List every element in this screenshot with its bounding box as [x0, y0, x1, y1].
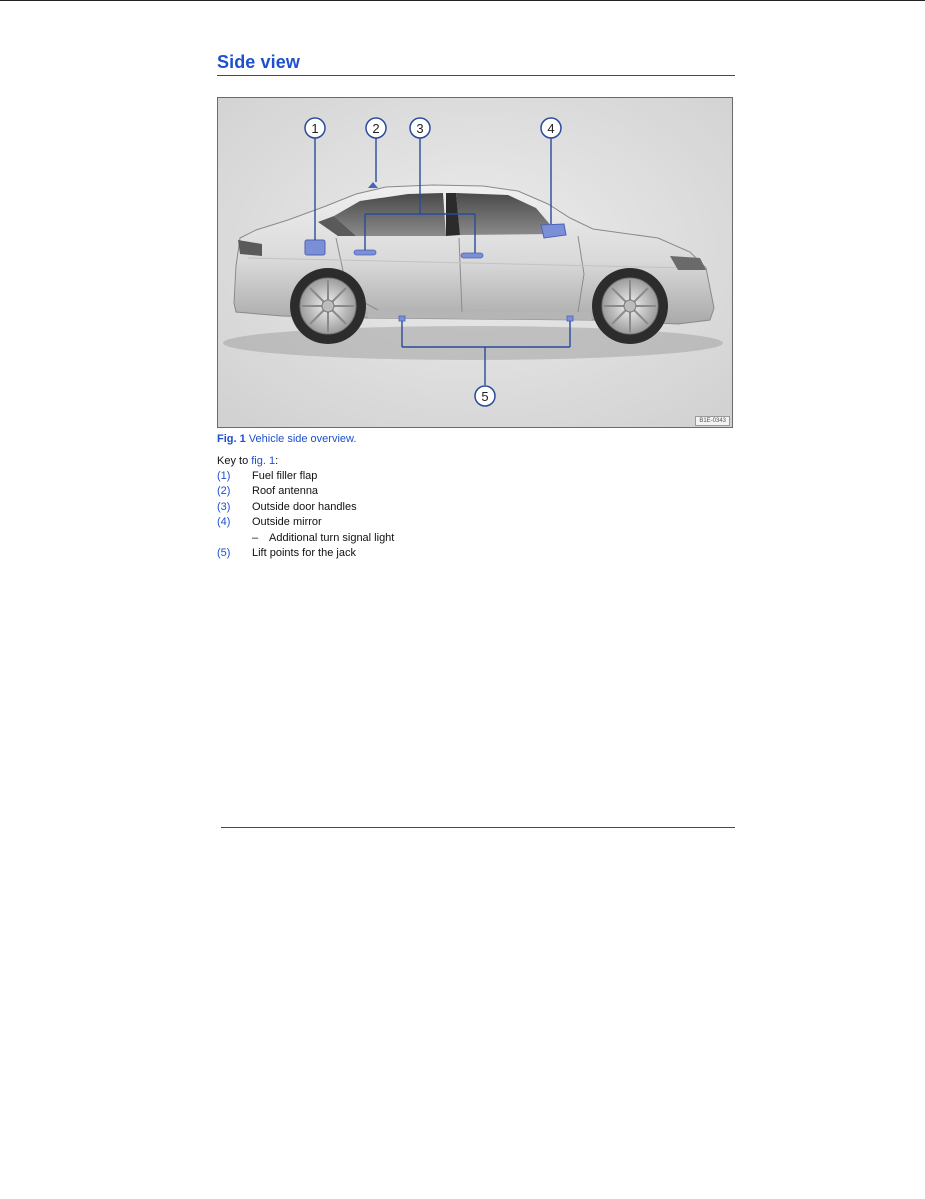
figure-link[interactable]: fig. 1 [251, 455, 276, 467]
key-item-text: Lift points for the jack [252, 546, 356, 559]
key-subitem-dash: – [252, 531, 259, 544]
rear-wheel [290, 268, 366, 344]
key-subitem-text: Additional turn signal light [269, 531, 395, 544]
callout-5-label: 5 [481, 389, 489, 404]
car-illustration [218, 98, 732, 427]
jack-point-front [567, 316, 573, 321]
page-title: Side view [217, 52, 300, 72]
top-page-rule [0, 0, 925, 1]
callout-3 [410, 118, 430, 138]
callout-1 [305, 118, 325, 138]
key-item-lift-points [217, 547, 717, 562]
key-item-text: Fuel filler flap [252, 470, 318, 482]
callout-2-label: 2 [372, 121, 380, 136]
key-intro-text: Key to [217, 455, 249, 467]
key-item-number: (5) [217, 546, 231, 559]
fuel-filler-flap-highlight [305, 240, 325, 255]
key-item-number: (2) [217, 485, 231, 498]
key-item-number: (1) [217, 470, 231, 482]
key-intro [217, 455, 278, 467]
jack-point-rear [399, 316, 405, 321]
key-item-fuel-filler-flap [217, 470, 717, 485]
key-item-text: Roof antenna [252, 485, 319, 498]
key-item-number: (4) [217, 516, 231, 529]
figure-code: B1E-0343 [695, 416, 730, 426]
key-item-number: (3) [217, 500, 231, 513]
key-subitem-turn-signal [217, 532, 717, 547]
callout-4-label: 4 [547, 121, 555, 136]
key-item-outside-door-handles [217, 501, 717, 516]
callout-4 [541, 118, 561, 138]
key-item-outside-mirror [217, 516, 717, 531]
figure-number: Fig. 1 [217, 433, 246, 445]
key-item-text: Outside mirror [252, 516, 322, 529]
key-item-roof-antenna [217, 485, 717, 500]
figure-caption [217, 433, 356, 445]
key-intro-suffix: : [275, 455, 279, 467]
rear-door-handle-highlight [354, 250, 376, 255]
key-item-text: Outside door handles [252, 500, 357, 513]
vehicle-side-figure [217, 97, 733, 428]
bottom-page-rule [221, 827, 735, 828]
front-wheel [592, 268, 668, 344]
callout-5 [475, 386, 495, 406]
key-list [217, 470, 717, 562]
callout-1-label: 1 [311, 121, 319, 136]
front-door-handle-highlight [461, 253, 483, 258]
callout-2 [366, 118, 386, 138]
figure-caption-text: Vehicle side overview. [248, 433, 357, 445]
title-underline [217, 75, 735, 76]
outside-mirror-highlight [541, 224, 566, 238]
callout-3-label: 3 [416, 121, 424, 136]
